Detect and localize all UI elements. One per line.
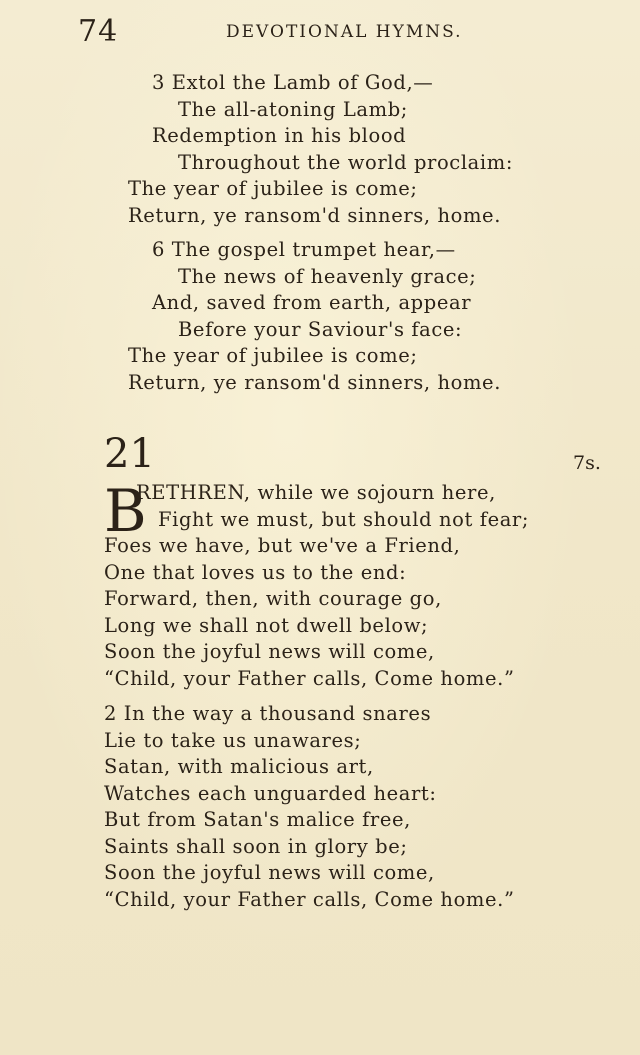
verse-line: The news of heavenly grace; <box>178 264 477 288</box>
verse-line: Throughout the world proclaim: <box>178 150 513 174</box>
stanza-6 <box>128 237 501 396</box>
verse-line: And, saved from earth, appear <box>152 291 472 314</box>
verse-line: The year of jubilee is come; <box>128 177 418 200</box>
page-header <box>0 14 640 54</box>
verse-line: Return, ye ransom'd sinners, home. <box>128 370 501 394</box>
drop-cap: B <box>104 477 148 545</box>
verse-lines <box>104 533 529 692</box>
verse-line: Forward, then, with courage go, <box>104 587 442 610</box>
verse-line: RETHREN, while we sojourn here, <box>136 481 496 504</box>
verse-line: The all-atoning Lamb; <box>178 97 408 121</box>
verse-line: The year of jubilee is come; <box>128 344 418 367</box>
page-number: 74 <box>78 14 119 49</box>
verse-line: 3 Extol the Lamb of God,— <box>152 71 434 94</box>
stanza-3 <box>128 70 513 229</box>
verse-line: Satan, with malicious art, <box>104 755 374 778</box>
verse-line: But from Satan's malice free, <box>104 808 411 831</box>
verse-line: One that loves us to the end: <box>104 560 407 584</box>
drop-cap-lines <box>104 480 529 533</box>
hymn-second-stanza <box>104 701 515 913</box>
verse-line: Foes we have, but we've a Friend, <box>104 534 461 557</box>
verse-line: Watches each unguarded heart: <box>104 781 437 805</box>
verse-line: “Child, your Father calls, Come home.” <box>104 887 515 911</box>
verse-line: Soon the joyful news will come, <box>104 861 435 884</box>
verse-line: Lie to take us unawares; <box>104 728 362 752</box>
verse-line: Before your Saviour's face: <box>178 317 463 341</box>
verse-line: Long we shall not dwell below; <box>104 613 429 637</box>
verse-line: 6 The gospel trumpet hear,— <box>152 238 456 261</box>
running-head: DEVOTIONAL HYMNS. <box>226 22 463 42</box>
verse-line: “Child, your Father calls, Come home.” <box>104 666 515 690</box>
hymn-number: 21 <box>104 431 155 477</box>
verse-line: Soon the joyful news will come, <box>104 640 435 663</box>
verse-line: Redemption in his blood <box>152 124 407 147</box>
verse-line: Fight we must, but should not fear; <box>158 507 530 531</box>
verse-line: Return, ye ransom'd sinners, home. <box>128 203 501 227</box>
hymn-first-stanza <box>104 477 530 692</box>
hymn-meter: 7s. <box>573 452 601 474</box>
verse-line: Saints shall soon in glory be; <box>104 834 408 858</box>
verse-line: 2 In the way a thousand snares <box>104 702 432 725</box>
